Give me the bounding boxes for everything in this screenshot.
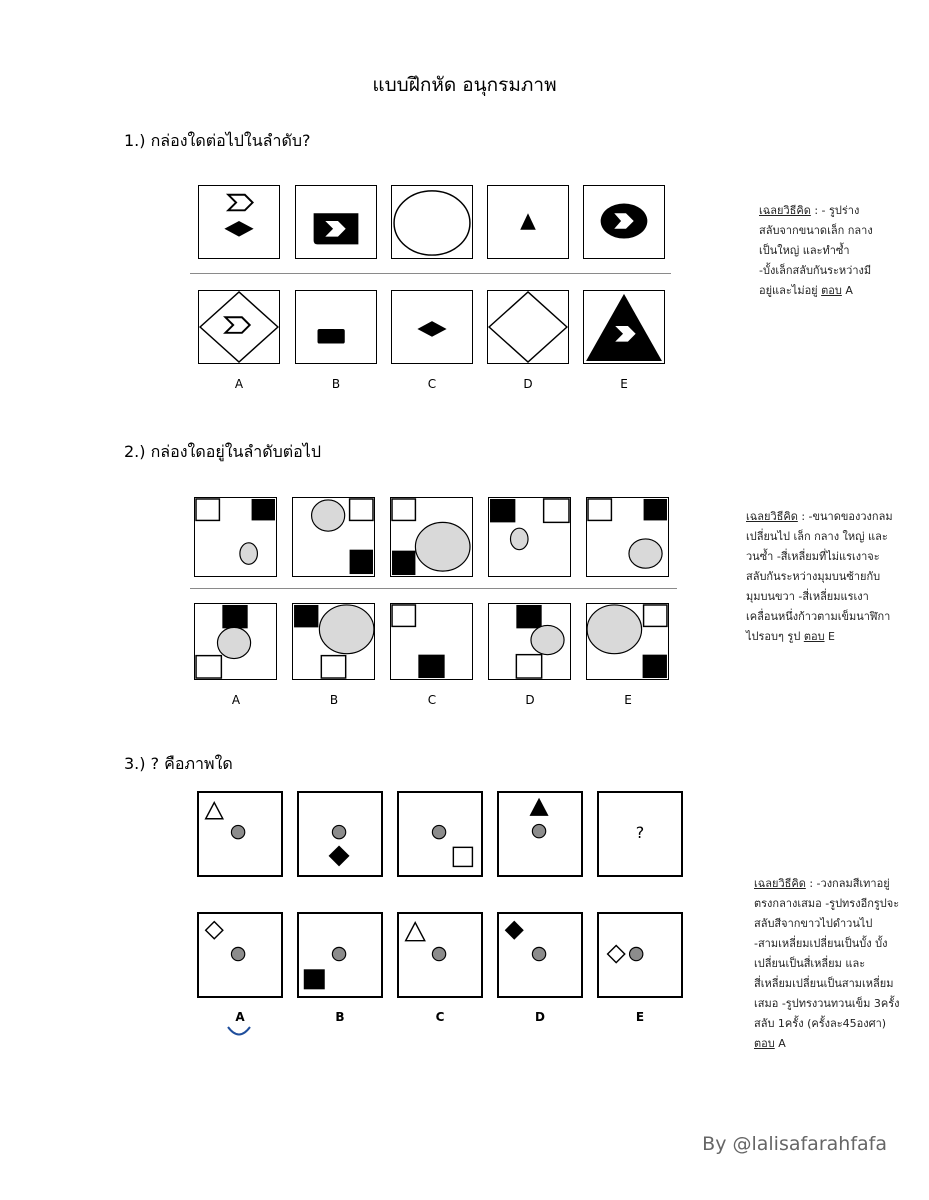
diamond-and-gray-dot-figure: [599, 914, 681, 996]
squares-and-medium-circle-figure: [293, 498, 374, 576]
two-squares-figure: [391, 604, 472, 679]
q3-explanation-line-8: สลับ 1ครั้ง (ครั้งละ45องศา): [754, 1017, 887, 1030]
q1-answer: A: [841, 284, 853, 297]
q3-missing-box: [597, 791, 683, 877]
question-1-heading: 1.) กล่องใดต่อไปในลำดับ?: [124, 131, 311, 150]
q1-explanation-line-1: : - รูปร่าง: [810, 204, 860, 217]
q2-divider: [190, 588, 677, 589]
q1-choice-d-box[interactable]: [487, 290, 569, 364]
q3-choice-e-box[interactable]: [597, 912, 683, 998]
q1-choice-label-d: D: [523, 377, 533, 391]
q3-explanation-line-6: สี่เหลี่ยมเปลี่ยนเป็นสามเหลี่ยม: [754, 977, 894, 990]
q3-answer: A: [774, 1037, 786, 1050]
q2-explanation-line-1: : -ขนาดของวงกลม: [797, 510, 893, 523]
q2-choice-label-d: D: [525, 693, 535, 707]
q1-choice-b-box[interactable]: [295, 290, 377, 364]
squares-and-circle-figure: [489, 604, 570, 679]
q1-choice-a-box[interactable]: [198, 290, 280, 364]
q1-explanation-line-3: เป็นใหญ่ และทำซ้ำ: [759, 244, 850, 257]
q3-choice-c-box[interactable]: [397, 912, 483, 998]
q3-choice-b-box[interactable]: [297, 912, 383, 998]
question-3-heading: 3.) ? คือภาพใด: [124, 754, 233, 773]
diamond-and-gray-dot-figure: [499, 914, 581, 996]
q1-choice-e-box[interactable]: [583, 290, 665, 364]
q2-explanation-line-2: เปลี่ยนไป เล็ก กลาง ใหญ่ และ: [746, 530, 888, 543]
q3-explanation-label: เฉลยวิธีคิด: [754, 877, 806, 890]
q3-explanation: [754, 874, 914, 1054]
q2-sequence-box-5: [586, 497, 669, 577]
q1-divider: [190, 273, 671, 274]
q3-explanation-line-5: เปลี่ยนเป็นสี่เหลี่ยม และ: [754, 957, 866, 970]
large-triangle-with-chevron-figure: [584, 291, 664, 363]
squares-and-large-circle-figure: [587, 604, 668, 679]
q2-choice-label-a: A: [231, 693, 241, 707]
q2-explanation-line-7: ไปรอบๆ รูป: [746, 630, 804, 643]
q1-answer-label: ตอบ: [821, 284, 842, 297]
q2-choice-a-box[interactable]: [194, 603, 277, 680]
small-diamond-figure: [392, 291, 472, 363]
q1-explanation: [759, 201, 909, 301]
squares-and-circle-figure: [195, 604, 276, 679]
question-mark: ?: [635, 823, 645, 842]
q3-choice-label-e: E: [635, 1010, 645, 1024]
q2-choice-label-c: C: [427, 693, 437, 707]
q1-choice-c-box[interactable]: [391, 290, 473, 364]
q2-answer-label: ตอบ: [803, 630, 825, 643]
q1-choice-label-c: C: [427, 377, 437, 391]
square-and-gray-dot-figure: [399, 793, 481, 875]
q2-sequence-box-4: [488, 497, 571, 577]
squares-and-medium-circle-figure: [587, 498, 668, 576]
q1-explanation-label: เฉลยวิธีคิด: [759, 204, 811, 217]
q2-explanation-line-3: วนซ้ำ -สี่เหลี่ยมที่ไม่แรเงาจะ: [746, 550, 880, 563]
square-and-gray-dot-figure: [299, 914, 381, 996]
triangle-and-gray-dot-figure: [499, 793, 581, 875]
q1-sequence-box-4: [487, 185, 569, 259]
black-ellipse-with-chevron-figure: [584, 186, 664, 258]
q1-explanation-line-2: สลับจากขนาดเล็ก กลาง: [759, 224, 873, 237]
q2-choice-c-box[interactable]: [390, 603, 473, 680]
diamond-with-chevron-figure: [199, 291, 279, 363]
squares-and-large-circle-figure: [391, 498, 472, 576]
q3-choice-label-b: B: [335, 1010, 345, 1024]
q3-explanation-line-3: สลับสีจากขาวไปดำวนไป: [754, 917, 873, 930]
q2-explanation-line-4: สลับกันระหว่างมุมบนซ้ายกับ: [746, 570, 881, 583]
diamond-and-gray-dot-figure: [199, 914, 281, 996]
q3-choice-label-a: A: [235, 1010, 245, 1024]
q1-sequence-box-3: [391, 185, 473, 259]
q1-explanation-line-5: อยู่และไม่อยู่: [759, 284, 822, 297]
q3-sequence-box-2: [297, 791, 383, 877]
q2-sequence-box-1: [194, 497, 277, 577]
q3-answer-label: ตอบ: [754, 1037, 775, 1050]
q3-sequence-box-1: [197, 791, 283, 877]
squares-and-small-circle-figure: [195, 498, 276, 576]
q3-sequence-box-3: [397, 791, 483, 877]
author-signature: By @lalisafarahfafa: [702, 1133, 887, 1155]
q2-explanation-line-6: เคลื่อนหนึ่งก้าวตามเข็มนาฬิกา: [746, 610, 891, 623]
q3-choice-label-d: D: [535, 1010, 545, 1024]
squares-and-small-circle-figure: [489, 498, 570, 576]
triangle-and-gray-dot-figure: [399, 914, 481, 996]
q1-choice-label-b: B: [331, 377, 341, 391]
q1-choice-label-e: E: [620, 377, 628, 391]
q2-sequence-box-2: [292, 497, 375, 577]
q3-sequence-box-4: [497, 791, 583, 877]
question-2-heading: 2.) กล่องใดอยู่ในลำดับต่อไป: [124, 442, 321, 461]
q3-explanation-line-1: : -วงกลมสีเทาอยู่: [805, 877, 890, 890]
q3-explanation-line-4: -สามเหลี่ยมเปลี่ยนเป็นบั้ง บั้ง: [754, 937, 888, 950]
q1-sequence-box-2: [295, 185, 377, 259]
q1-sequence-box-1: [198, 185, 280, 259]
chevron-and-diamond-figure: [199, 186, 279, 258]
q3-explanation-line-2: ตรงกลางเสมอ -รูปทรงอีกรูปจะ: [754, 897, 900, 910]
q3-explanation-line-7: เสมอ -รูปทรงวนทวนเข็ม 3ครั้ง: [754, 997, 900, 1010]
small-triangle-figure: [488, 186, 568, 258]
q1-sequence-box-5: [583, 185, 665, 259]
page-title: แบบฝึกหัด อนุกรมภาพ: [372, 74, 557, 96]
q2-answer: E: [824, 630, 835, 643]
large-diamond-figure: [488, 291, 568, 363]
q3-choice-label-c: C: [435, 1010, 445, 1024]
diamond-and-gray-dot-figure: [299, 793, 381, 875]
q1-explanation-line-4: -บั้งเล็กสลับกันระหว่างมี: [759, 264, 872, 277]
rounded-rectangle-with-chevron-figure: [296, 186, 376, 258]
q2-sequence-box-3: [390, 497, 473, 577]
q2-choice-e-box[interactable]: [586, 603, 669, 680]
q2-choice-label-e: E: [624, 693, 632, 707]
q2-explanation: [746, 507, 916, 647]
q3-choice-a-box[interactable]: [197, 912, 283, 998]
smile-mark-icon: [226, 1024, 252, 1040]
large-ellipse-figure: [392, 186, 472, 258]
q2-explanation-line-5: มุมบนขวา -สี่เหลี่ยมแรเงา: [746, 590, 869, 603]
triangle-and-gray-dot-figure: [199, 793, 281, 875]
q3-choice-d-box[interactable]: [497, 912, 583, 998]
q1-choice-label-a: A: [234, 377, 244, 391]
q2-explanation-label: เฉลยวิธีคิด: [746, 510, 798, 523]
q2-choice-d-box[interactable]: [488, 603, 571, 680]
squares-and-large-circle-figure: [293, 604, 374, 679]
small-rectangle-figure: [296, 291, 376, 363]
q2-choice-b-box[interactable]: [292, 603, 375, 680]
q2-choice-label-b: B: [329, 693, 339, 707]
